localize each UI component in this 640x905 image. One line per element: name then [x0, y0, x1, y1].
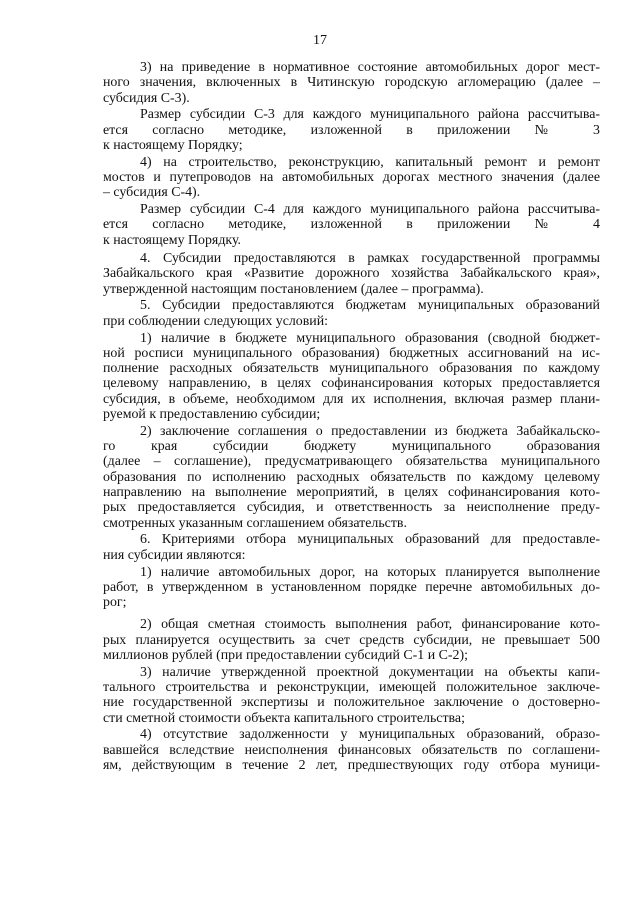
text-line: образования по исполнению расходных обязательств по каждому целевому — [103, 469, 600, 485]
text-line: Размер субсидии С-3 для каждого муниципального района рассчитыва- — [140, 107, 600, 123]
text-line: смотренных указанным соглашением обязательств. — [103, 515, 407, 531]
page-number: 17 — [313, 33, 327, 48]
paragraph-condition-2 — [103, 424, 600, 531]
text-line: 4) отсутствие задолженности у муниципальных образований, образо- — [140, 727, 600, 743]
paragraph-criterion-3 — [103, 665, 600, 726]
text-line: утвержденной настоящим постановлением (далее – программа). — [103, 281, 484, 297]
text-line: направлению на выполнение мероприятий, в целях софинансирования кото- — [103, 485, 600, 501]
text-line: 1) наличие автомобильных дорог, на которых планируется выполнение — [140, 564, 600, 580]
text-line: полнение расходных обязательств муниципального образования по каждому — [103, 361, 600, 377]
paragraph-subsidy-c3 — [103, 60, 600, 106]
text-line: субсидия С-3). — [103, 90, 190, 106]
text-line: ной росписи муниципального образования) бюджетных ассигнований на ис- — [103, 345, 600, 361]
text-line: – субсидия С-4). — [103, 185, 201, 201]
text-line: ного значения, включенных в Читинскую городскую агломерацию (далее – — [103, 75, 600, 91]
text-line: ется согласно методике, изложенной в приложении № 3 — [103, 122, 600, 138]
paragraph-criterion-4 — [103, 727, 600, 773]
text-line: 2) заключение соглашения о предоставлении из бюджета Забайкальско- — [140, 423, 600, 439]
text-line: 3) на приведение в нормативное состояние автомобильных дорог мест- — [140, 60, 600, 75]
text-line: ние государственной экспертизы и положительное заключение о достоверно- — [103, 695, 600, 711]
text-line: рог; — [103, 595, 127, 611]
text-line: го края субсидии бюджету муниципального образования — [103, 439, 600, 455]
paragraph-size-c4 — [103, 202, 600, 248]
text-line: рых планируется осуществить за счет средств субсидии, не превышает 500 — [103, 632, 600, 648]
text-line: руемой к предоставлению субсидии; — [103, 407, 321, 423]
document-body — [103, 60, 600, 773]
paragraph-condition-1 — [103, 331, 600, 423]
paragraph-clause-5 — [103, 298, 600, 329]
paragraph-subsidy-c4 — [103, 155, 600, 201]
text-line: вавшейся вследствие неисполнения финансовых обязательств по соглашени- — [103, 742, 600, 758]
text-line: сти сметной стоимости объекта капитального строительства; — [103, 710, 465, 726]
text-line: Размер субсидии С-4 для каждого муниципального района рассчитыва- — [140, 202, 600, 218]
paragraph-criterion-2 — [103, 617, 600, 663]
text-line: 2) общая сметная стоимость выполнения работ, финансирование кото- — [140, 617, 600, 633]
text-line: Забайкальского края «Развитие дорожного хозяйства Забайкальского края», — [103, 266, 600, 282]
paragraph-clause-6 — [103, 532, 600, 563]
text-line: субсидия, в объеме, необходимом для их исполнения, включая размер плани- — [103, 391, 600, 407]
text-line: миллионов рублей (при предоставлении субсидий С-1 и С-2); — [103, 647, 468, 663]
text-line: при соблюдении следующих условий: — [103, 313, 329, 329]
text-line: 3) наличие утвержденной проектной документации на объекты капи- — [140, 664, 600, 680]
paragraph-size-c3 — [103, 107, 600, 153]
text-line: ется согласно методике, изложенной в приложении № 4 — [103, 217, 600, 233]
text-line: (далее – соглашение), предусматривающего обязательства муниципального — [103, 454, 600, 470]
text-line: тального строительства и реконструкции, имеющей положительное заключе- — [103, 680, 600, 696]
text-line: 4) на строительство, реконструкцию, капитальный ремонт и ремонт — [140, 154, 600, 170]
text-line: мостов и путепроводов на автомобильных дорогах местного значения (далее — [103, 170, 600, 186]
text-line: целевому направлению, в целях софинансирования которых предоставляется — [103, 376, 600, 392]
text-line: ния субсидии являются: — [103, 547, 246, 563]
text-line: работ, в утвержденном в установленном порядке перечне автомобильных до- — [103, 579, 600, 595]
paragraph-criterion-1 — [103, 565, 600, 611]
text-line: рых предоставляется субсидия, и ответственность за неисполнение преду- — [103, 500, 600, 516]
text-line: 5. Субсидии предоставляются бюджетам муниципальных образований — [140, 298, 600, 314]
text-line: ям, действующим в течение 2 лет, предшествующих году отбора муници- — [103, 758, 600, 774]
text-line: к настоящему Порядку; — [103, 137, 243, 153]
text-line: 6. Критериями отбора муниципальных образований для предоставле- — [140, 532, 600, 548]
text-line: к настоящему Порядку. — [103, 232, 241, 248]
paragraph-clause-4 — [103, 251, 600, 297]
text-line: 1) наличие в бюджете муниципального образования (сводной бюджет- — [140, 330, 600, 346]
text-line: 4. Субсидии предоставляются в рамках государственной программы — [140, 251, 600, 267]
